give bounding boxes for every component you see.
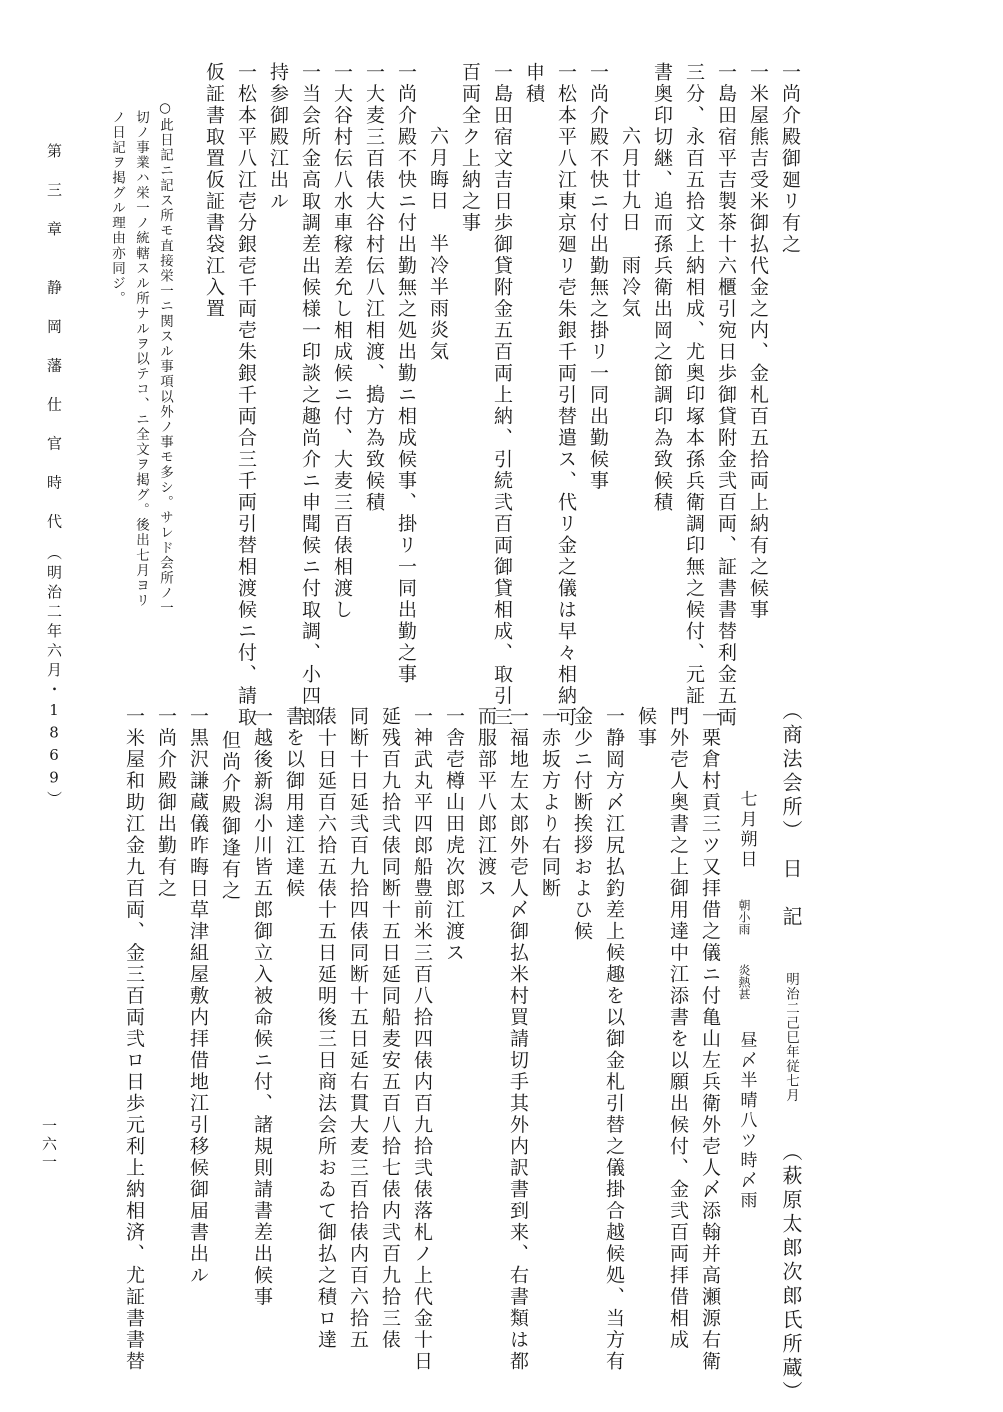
diary-title: （商法会所） 日 記 — [779, 700, 803, 930]
text-line: 延残百九拾弐俵同断十五日延同船麦安五百八拾七俵内弐百九拾三俵 — [379, 706, 401, 1351]
text-line: 持参御殿江出ル — [267, 62, 289, 213]
weather-stack — [737, 899, 765, 935]
text-line: 一神武丸平四郎船豊前米三百八拾四俵内百九拾弐俵落札ノ上代金十日 — [411, 706, 433, 1373]
text-line: 但尚介殿御逢有之 — [219, 730, 241, 902]
text-line: 候事 — [635, 706, 657, 749]
weather-morning: 朝小雨 — [737, 899, 751, 935]
text-line: 俵十日延百六拾五俵十五日延明後三日商法会所おゐて御払之積ロ達 — [315, 706, 337, 1351]
weather-line — [733, 790, 766, 1211]
text-line: 三分、永百五拾文上納相成、尤奥印塚本孫兵衛調印無之候付、元証 — [683, 62, 705, 707]
text-line: 書を以御用達江達候 — [283, 706, 305, 900]
text-line: 一米屋和助江金九百両、金三百両弐ロ日歩元利上納相済、尤証書書替 — [123, 706, 145, 1373]
text-line: 一尚介殿不快ニ付出勤無之処出勤ニ相成候事、掛リ一同出勤之事 — [395, 62, 417, 686]
text-line: 仮証書取置仮証書袋江入置 — [203, 62, 225, 320]
text-line: 一尚介殿不快ニ付出勤無之掛リ一同出勤候事 — [587, 62, 609, 492]
text-line: 一尚介殿御出勤有之 — [155, 706, 177, 900]
date-line: 六月廿九日 雨冷気 — [619, 126, 641, 320]
editorial-note-line: 切ノ事業ハ栄一ノ統轄スル所ナルヲ以テコ、ニ全文ヲ掲グ。後出七月ヨリ — [133, 110, 149, 609]
editorial-note-line: ノ日記ヲ掲グル理由亦同ジ。 — [109, 110, 125, 307]
text-line: 申積 — [523, 62, 545, 105]
text-line: 一島田宿文吉日歩御貸附金五百両上納、引続弐百両御貸相成、取引三 — [491, 62, 513, 729]
text-line: 百両全ク上納之事 — [459, 62, 481, 234]
text-line: 書奥印切継、追而孫兵衛出岡之節調印為致候積 — [651, 62, 673, 514]
weather-stack-2 — [737, 964, 765, 1000]
page-number: 一六一 — [40, 1118, 58, 1172]
text-line: 金少ニ付断挨拶およひ候 — [571, 706, 593, 943]
diary-heading — [777, 700, 805, 1405]
text-line: 一松本平八江東京廻リ壱朱銀千両引替遣ス、代リ金之儀は早々相納可 — [555, 62, 577, 729]
text-line: 一福地左太郎外壱人〆御払米村買請切手其外内訳書到来、右書類は都 — [507, 706, 529, 1373]
editorial-note-line: ○此日記ニ記ス所モ直接栄一ニ関スル事項以外ノ事モ多シ。サレド会所ノ一 — [157, 100, 173, 616]
text-line: 而服部平八郎江渡ス — [475, 706, 497, 900]
text-line: 門外壱人奥書之上御用達中江添書を以願出候付、金弐百両拝借相成 — [667, 706, 689, 1351]
weather-rest: 昼〆半晴八ツ時〆雨 — [736, 1031, 757, 1211]
diary-date-note: 明治二己巳年従七月 — [783, 972, 799, 1103]
chapter-footer: 第 三 章 静 岡 藩 仕 官 時 代 （明治二年六月・1869） — [45, 143, 63, 811]
text-line: 一米屋熊吉受米御払代金之内、金札百五拾両上納有之候事 — [747, 62, 769, 621]
text-line: 一大谷村伝八水車稼差允し相成候ニ付、大麦三百俵相渡し — [331, 62, 353, 621]
text-line: 一栗倉村貢三ツ又拝借之儀ニ付亀山左兵衛外壱人〆添翰并高瀬源右衛 — [699, 706, 721, 1373]
text-line: 一静岡方〆江尻払釣差上候趣を以御金札引替之儀掛合越候処、当方有 — [603, 706, 625, 1373]
weather-heat: 炎熱甚 — [737, 964, 751, 1000]
text-line: 一島田宿平吉製茶十六櫃引宛日歩御貸附金弐百両、証書書替利金五両 — [715, 62, 737, 729]
text-line: 一尚介殿御廻リ有之 — [779, 62, 801, 256]
diary-owner: （萩原太郎次郎氏所蔵） — [779, 1140, 803, 1405]
text-line: 一当会所金高取調差出候様一印談之趣尚介ニ申聞候ニ付取調、小四郎 — [299, 62, 321, 729]
weather-date: 七月朔日 — [736, 790, 757, 870]
date-line: 六月晦日 半冷半雨炎気 — [427, 126, 449, 363]
text-line: 一越後新潟小川皆五郎御立入被命候ニ付、諸規則請書差出候事 — [251, 706, 273, 1308]
text-line: 一舎壱樽山田虎次郎江渡ス — [443, 706, 465, 964]
text-line: 一赤坂方より右同断 — [539, 706, 561, 900]
text-line: 一松本平八江壱分銀壱千両壱朱銀千両合三千両引替相渡候ニ付、請取 — [235, 62, 257, 729]
text-line: 一大麦三百俵大谷村伝八江相渡、搗方為致候積 — [363, 62, 385, 514]
text-line: 同断十日延弐百九拾四俵同断十五日延右貫大麦三百拾俵内百六拾五 — [347, 706, 369, 1351]
text-line: 一黒沢謙蔵儀昨晦日草津組屋敷内拝借地江引移候御届書出ル — [187, 706, 209, 1287]
